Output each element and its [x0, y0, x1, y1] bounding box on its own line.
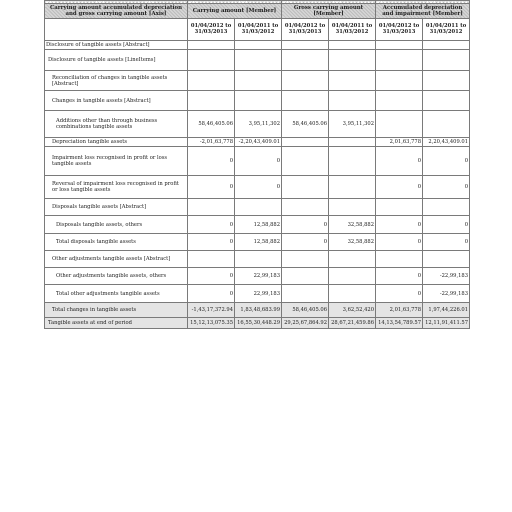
accumulated-depreciation-header: Accumulated depreciation and impairment [Member] — [376, 4, 470, 19]
period-header-cell: 01/04/2012 to 31/03/2013 — [282, 19, 329, 41]
value-cell — [235, 199, 282, 216]
value-cell: 58,46,405.06 — [282, 111, 329, 138]
value-cell — [329, 71, 376, 91]
value-cell — [329, 268, 376, 285]
value-cell — [376, 50, 423, 71]
value-cell — [282, 147, 329, 176]
axis-header: Carrying amount accumulated depreciation and gross carrying amount [Axis] — [45, 4, 188, 19]
value-cell: 14,13,54,789.57 — [376, 318, 423, 329]
value-cell: 12,58,882 — [235, 216, 282, 234]
value-cell: 12,58,882 — [235, 234, 282, 251]
value-cell: -2,20,43,409.01 — [235, 138, 282, 147]
value-cell: 28,67,21,459.86 — [329, 318, 376, 329]
row-label: Depreciation tangible assets — [45, 138, 188, 147]
value-cell — [329, 176, 376, 199]
row-label: Impairment loss recognised in profit or loss tangible assets — [45, 147, 188, 176]
table-row — [45, 199, 470, 216]
value-cell — [282, 138, 329, 147]
table-row — [45, 303, 470, 318]
table-row — [45, 138, 470, 147]
row-label: Disclosure of tangible assets [Abstract] — [45, 41, 188, 50]
value-cell — [423, 199, 470, 216]
value-cell: 2,01,63,778 — [376, 303, 423, 318]
period-header-cell: 01/04/2012 to 31/03/2013 — [376, 19, 423, 41]
value-cell: 22,99,183 — [235, 285, 282, 303]
value-cell — [376, 71, 423, 91]
tangible-assets-table-sheet — [44, 0, 469, 329]
value-cell: 16,55,30,448.29 — [235, 318, 282, 329]
value-cell: 12,11,91,411.57 — [423, 318, 470, 329]
value-cell: 22,99,183 — [235, 268, 282, 285]
table-body — [45, 41, 470, 329]
value-cell — [282, 268, 329, 285]
row-label: Tangible assets at end of period — [45, 318, 188, 329]
period-header-cell: 01/04/2012 to 31/03/2013 — [188, 19, 235, 41]
value-cell: 58,46,405.06 — [188, 111, 235, 138]
value-cell — [329, 285, 376, 303]
value-cell: 0 — [423, 176, 470, 199]
row-label: Changes in tangible assets [Abstract] — [45, 91, 188, 111]
value-cell — [329, 41, 376, 50]
row-label: Total changes in tangible assets — [45, 303, 188, 318]
value-cell — [376, 111, 423, 138]
value-cell — [188, 199, 235, 216]
value-cell: 0 — [188, 147, 235, 176]
value-cell — [423, 50, 470, 71]
row-label: Disposals tangible assets, others — [45, 216, 188, 234]
value-cell — [235, 71, 282, 91]
row-label: Other adjustments tangible assets [Abstract] — [45, 251, 188, 268]
value-cell — [282, 50, 329, 71]
value-cell: 0 — [376, 216, 423, 234]
value-cell — [329, 147, 376, 176]
value-cell — [423, 91, 470, 111]
row-label: Other adjustments tangible assets, others — [45, 268, 188, 285]
value-cell: 1,97,44,226.01 — [423, 303, 470, 318]
value-cell: 0 — [423, 147, 470, 176]
value-cell — [282, 251, 329, 268]
value-cell — [235, 251, 282, 268]
period-header-cell: 01/04/2011 to 31/03/2012 — [329, 19, 376, 41]
value-cell: 0 — [188, 268, 235, 285]
table-row — [45, 318, 470, 329]
value-cell — [329, 91, 376, 111]
value-cell: 3,95,11,302 — [235, 111, 282, 138]
value-cell: 2,01,63,778 — [376, 138, 423, 147]
value-cell: 32,58,882 — [329, 216, 376, 234]
row-label: Total other adjustments tangible assets — [45, 285, 188, 303]
value-cell — [188, 41, 235, 50]
value-cell: 0 — [188, 234, 235, 251]
value-cell: 0 — [235, 176, 282, 199]
value-cell — [188, 91, 235, 111]
value-cell: 0 — [376, 147, 423, 176]
period-header-cell: 01/04/2011 to 31/03/2012 — [235, 19, 282, 41]
table-row — [45, 216, 470, 234]
period-header-row — [45, 19, 470, 41]
period-header-blank — [45, 19, 188, 41]
value-cell: 0 — [376, 176, 423, 199]
tangible-assets-table — [44, 0, 470, 329]
value-cell: 0 — [423, 234, 470, 251]
value-cell — [376, 91, 423, 111]
value-cell: 3,62,52,420 — [329, 303, 376, 318]
value-cell — [188, 251, 235, 268]
value-cell: 0 — [188, 176, 235, 199]
row-label: Disclosure of tangible assets [LineItems] — [45, 50, 188, 71]
value-cell — [235, 41, 282, 50]
value-cell: 3,95,11,302 — [329, 111, 376, 138]
table-row — [45, 285, 470, 303]
table-row — [45, 234, 470, 251]
value-cell — [282, 285, 329, 303]
value-cell — [329, 138, 376, 147]
table-row — [45, 41, 470, 50]
value-cell: 0 — [188, 285, 235, 303]
value-cell: 0 — [235, 147, 282, 176]
table-row — [45, 71, 470, 91]
value-cell — [329, 199, 376, 216]
value-cell — [282, 91, 329, 111]
table-row — [45, 111, 470, 138]
value-cell: 29,25,67,864.92 — [282, 318, 329, 329]
value-cell — [329, 251, 376, 268]
value-cell — [282, 71, 329, 91]
table-row — [45, 91, 470, 111]
value-cell — [376, 199, 423, 216]
value-cell: -22,99,183 — [423, 285, 470, 303]
table-row — [45, 147, 470, 176]
value-cell — [376, 251, 423, 268]
value-cell — [188, 50, 235, 71]
value-cell: 0 — [376, 285, 423, 303]
value-cell — [423, 251, 470, 268]
value-cell — [423, 41, 470, 50]
value-cell: 58,46,405.06 — [282, 303, 329, 318]
value-cell — [235, 91, 282, 111]
value-cell: 0 — [376, 268, 423, 285]
value-cell: 0 — [423, 216, 470, 234]
value-cell — [423, 71, 470, 91]
value-cell: 0 — [188, 216, 235, 234]
value-cell: 0 — [376, 234, 423, 251]
value-cell — [329, 50, 376, 71]
row-label: Reconciliation of changes in tangible assets [Abstract] — [45, 71, 188, 91]
value-cell: 15,12,13,075.35 — [188, 318, 235, 329]
row-label: Total disposals tangible assets — [45, 234, 188, 251]
gross-carrying-amount-header: Gross carrying amount [Member] — [282, 4, 376, 19]
row-label: Additions other than through business combinations tangible assets — [45, 111, 188, 138]
row-label: Disposals tangible assets [Abstract] — [45, 199, 188, 216]
row-label: Reversal of impairment loss recognised in profit or loss tangible assets — [45, 176, 188, 199]
table-row — [45, 176, 470, 199]
carrying-amount-header: Carrying amount [Member] — [188, 4, 282, 19]
value-cell — [188, 71, 235, 91]
value-cell — [282, 199, 329, 216]
value-cell — [423, 111, 470, 138]
value-cell: -22,99,183 — [423, 268, 470, 285]
value-cell — [282, 41, 329, 50]
value-cell: 0 — [282, 216, 329, 234]
value-cell: -2,01,63,778 — [188, 138, 235, 147]
value-cell: 1,83,48,683.99 — [235, 303, 282, 318]
value-cell: -1,43,17,372.94 — [188, 303, 235, 318]
value-cell — [235, 50, 282, 71]
value-cell: 32,58,882 — [329, 234, 376, 251]
table-row — [45, 50, 470, 71]
table-row — [45, 251, 470, 268]
period-header-cell: 01/04/2011 to 31/03/2012 — [423, 19, 470, 41]
value-cell — [376, 41, 423, 50]
value-cell: 0 — [282, 234, 329, 251]
table-row — [45, 268, 470, 285]
value-cell — [282, 176, 329, 199]
value-cell: 2,20,43,409.01 — [423, 138, 470, 147]
